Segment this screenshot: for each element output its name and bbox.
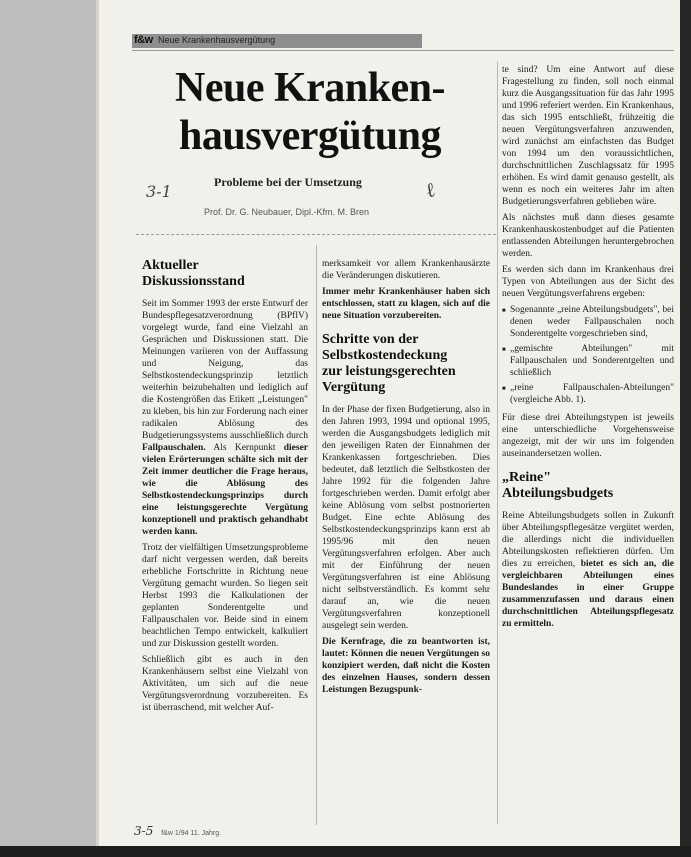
handwritten-signature: ℓ	[421, 177, 439, 203]
paragraph: Reine Abteilungsbudgets sollen in Zukunft über Abteilungspflegesätze vergütet werden, die allerdings nicht die individuellen Abteilungskosten reflektieren dürfen. Um dies zu erreichen, bietet es sich an, die vergleichbaren Abteilungen eines Bundeslandes in einer Gruppe zusammenzufassen und daraus einen durchschnittlichen Abteilungspflegesatz zu ermitteln.	[502, 511, 675, 629]
section-heading: Schritte von der Selbstkostendeckung zur leistungsgerechten Vergütung	[322, 332, 456, 395]
paragraph: Schließlich gibt es auch in den Krankenhäusern selbst eine Vielzahl von Aktivitäten, um sich auf die neue Vergütungsverordnung vorzubereiten. Es ist überraschend, mit welcher Auf-	[142, 655, 308, 713]
list-item: ■ „gemischte Abteilungen" mit Fallpauschalen und Sonderentgelten und schließlich	[502, 343, 674, 379]
scan-background-bottom	[0, 846, 691, 857]
article-authors: Prof. Dr. G. Neubauer, Dipl.-Kfm. M. Bren	[204, 207, 370, 217]
page-footer	[134, 824, 221, 838]
article-title	[160, 64, 460, 161]
section-heading: „Reine" Abteilungsbudgets	[502, 470, 614, 501]
column-divider	[316, 245, 317, 825]
list-item: ■ Sogenannte „reine Abteilungsbudgets", bei denen weder Fallpauschalen noch Sonderentgelte vorgeschrieben sind,	[502, 304, 674, 340]
paragraph: In der Phase der fixen Budgetierung, also in den Jahren 1993, 1994 und optional 1995, werden die Ausgangsbudgets lediglich mit den jeweiligen Raten der Einnahmen der Krankenkassen fortgeschrieben. Dies bedeutet, daß letztlich die Selbstkosten der Jahre 1992 für die folgenden Jahre fortgeschrieben werden. Damit erfolgt aber keine Ablösung vom selbst postnorierten Budget. Eine echte Ablösung des Selbstkostendeckungsprinzips kann erst ab 1995/96 mit den neuen Vergütungsverfahren erfolgen. Aber auch mit der Einführung der neuen Vergütungsverfahren ist eine Ablösung nicht selbstverständlich. Es kommt sehr darauf an, wie die neuen Vergütungsverfahren konzeptionell ausgelegt sein werden.	[322, 405, 490, 631]
handwritten-page-mark: 3-5	[134, 824, 154, 838]
running-title: Neue Krankenhausvergütung	[158, 35, 276, 45]
paragraph: te sind? Um eine Antwort auf diese Fragestellung zu finden, soll noch einmal kurz die Ausgangssituation für das Jahr 1995 und 1996 referiert werden. Ein Krankenhaus, das sich 1995 entschließt, frühzeitig die neuen Vergütungsverfahren anzuwenden, wird zunächst am einfachsten das Budget von 1994 um den voraussichtlichen, durchschnittlichen Zuschlagssatz für 1995 erhöhen. Es wird damit genauso gestellt, als wenn es noch ein weiteres Jahr im alten Budgetierungsverfahren geblieben wäre.	[502, 65, 674, 207]
header-rule	[132, 50, 674, 51]
text-column-3	[502, 64, 674, 634]
paragraph: Als nächstes muß dann dieses gesamte Krankenhauskostenbudget auf die Patienten entlassenden Abteilungen heruntergebrochen werden.	[502, 213, 674, 259]
highlight-paragraph: Die Kernfrage, die zu beantworten ist, lautet: Können die neuen Vergütungen so konzipiert werden, daß nicht die Kosten des einzelnen Hauses, sondern dessen Leistungen Bezugspunk-	[322, 637, 490, 695]
column-divider	[497, 62, 498, 824]
text-column-1	[142, 258, 308, 718]
journal-logo: f&w	[134, 34, 153, 46]
scan-background-right	[680, 0, 691, 857]
scanned-page	[96, 0, 680, 846]
paragraph: merksamkeit vor allem Krankenhausärzte die Veränderungen diskutieren.	[322, 259, 490, 281]
handwritten-mark: 3-1	[146, 182, 172, 201]
article-subtitle: Probleme bei der Umsetzung	[214, 175, 362, 189]
paragraph: Es werden sich dann im Krankenhaus drei Typen von Abteilungen aus der Sicht des neuen Vergütungsverfahrens ergeben:	[502, 265, 674, 299]
list-item: ■ „reine Fallpauschalen-Abteilungen" (vergleiche Abb. 1).	[502, 382, 674, 406]
dashed-rule	[136, 234, 496, 235]
section-heading: Aktueller Diskussionsstand	[142, 258, 245, 289]
highlight-paragraph: Immer mehr Krankenhäuser haben sich entschlossen, statt zu klagen, sich auf die neue Situation vorzubereiten.	[322, 287, 490, 321]
text-column-2	[322, 258, 490, 700]
footer-text: f&w 1/94 11. Jahrg.	[161, 830, 222, 837]
paragraph: Für diese drei Abteilungstypen ist jeweils eine unterschiedliche Vorgehensweise angezeigt, mit der wir uns im folgenden auseinandersetzen wollen.	[502, 413, 674, 459]
paragraph: Seit im Sommer 1993 der erste Entwurf der Bundespflegesatzverordnung (BPflV) vorgelegt wurde, fand eine Vielzahl an Gesprächen und Diskussionen statt. Die Meinungen variieren von der Auffassung und Neigung, das Selbstkostendeckungsprinzip letztlich weiterhin beizubehalten und lediglich auf die Kostengrößen das Etikett „Leistungen" zu kleben, bis hin zur Forderung nach einer radikalen Ablösung des Budgetierungssystems ausschließlich durch Fallpauschalen. Als Kernpunkt dieser vielen Erörterungen schälte sich mit der Zeit immer deutlicher die Frage heraus, wie die Ablösung des Selbstkostendeckungsprinzips durch eine leistungsgerechte Vergütung konzeptionell und praktisch gehandhabt werden kann.	[142, 299, 309, 537]
scan-background-left	[0, 0, 96, 857]
title-line-2: hausvergütung	[179, 113, 441, 160]
title-line-1: Neue Kranken-	[175, 65, 445, 111]
bullet-list	[502, 304, 674, 406]
paragraph: Trotz der vielfältigen Umsetzungsprobleme darf nicht vergessen werden, daß bereits erhebliche Fortschritte in Richtung neue Vergütung gemacht wurden. So liegen seit Herbst 1993 die Kalkulationen der geplanten Sonderentgelte und Fallpauschalen vor. Beide sind in einem beachtlichen Tempo entwickelt, kalkuliert und zur Diskussion gestellt worden.	[142, 543, 308, 649]
